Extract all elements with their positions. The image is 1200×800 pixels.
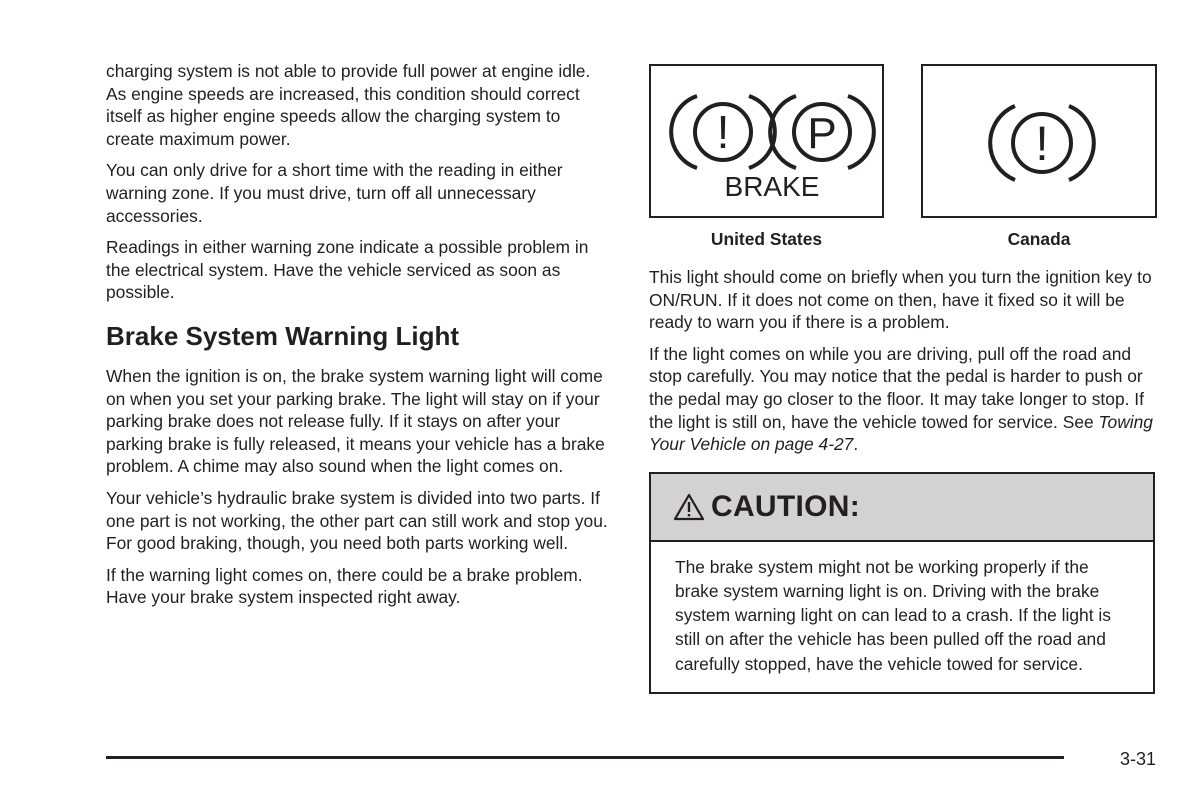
towing-page-reference: Towing Your Vehicle on page 4-27 — [649, 411, 1153, 455]
figure-united-states — [649, 64, 884, 250]
brake-word-text: BRAKE — [724, 171, 820, 202]
warning-triangle-icon — [673, 493, 705, 521]
exclamation-mark-text: ! — [716, 106, 730, 158]
paragraph-hydraulic-system: Your vehicle’s hydraulic brake system is divided into two parts. If one part is not working, the other part can still work and stop you. For good braking, though, you need both parts working well. — [106, 487, 608, 554]
caution-title: CAUTION: — [711, 489, 861, 523]
paragraph-warning-light-inspect: If the warning light comes on, there could be a brake problem. Have your brake system inspected right away. — [106, 564, 583, 608]
warning-light-figures — [649, 64, 1157, 250]
paragraph-light-while-driving — [649, 343, 1157, 456]
figure-canada — [921, 64, 1157, 250]
brake-warning-exclamation-icon — [921, 64, 1157, 218]
caution-box — [649, 472, 1155, 694]
brake-warning-exclamation-park-icon — [649, 64, 884, 218]
footer-rule — [106, 756, 1064, 759]
right-column — [649, 64, 1157, 694]
figure-label-canada: Canada — [1007, 229, 1071, 249]
paragraph-end-period: . — [853, 434, 859, 455]
page-number: 3-31 — [1119, 749, 1156, 769]
caution-body: The brake system might not be working properly if the brake system warning light is on. Driving with the brake system warning light on can lead to a crash. If the light is still on after the vehicle has been pulled off the road and carefully stopped, have the vehicle towed for service. — [675, 556, 1111, 674]
paragraph-electrical-problem: Readings in either warning zone indicate a possible problem in the electrical system. Have the vehicle serviced as soon as possible. — [106, 237, 589, 303]
right-text-block — [649, 266, 1157, 456]
paragraph-ignition-brake-light: When the ignition is on, the brake system warning light will come on when you set your parking brake. The light will stay on if your parking brake does not release fully. If it stays on after your parking brake is fully released, it means your vehicle has a brake problem. A chime may also sound when the light comes on. — [106, 365, 605, 477]
exclamation-mark-text: ! — [1035, 118, 1049, 171]
paragraph-light-while-driving-text: If the light comes on while you are driving, pull off the road and stop carefully. You may notice that the pedal is harder to push or the pedal may go closer to the floor. It may take longer to stop. If the light is still on, have the vehicle towed for service. See — [649, 343, 1144, 432]
caution-header — [651, 474, 1153, 542]
figure-label-united-states: United States — [710, 229, 823, 249]
park-letter-text: P — [807, 109, 837, 158]
section-heading-brake-warning-light: Brake System Warning Light — [106, 320, 459, 351]
paragraph-light-briefly-on: This light should come on briefly when you turn the ignition key to ON/RUN. If it does not come on then, have it fixed so it will be ready to warn you if there is a problem. — [649, 267, 1152, 333]
paragraph-charging-system: charging system is not able to provide full power at engine idle. As engine speeds are increased, this condition should correct itself as higher engine speeds allow the charging system to create maximum power. — [106, 61, 591, 149]
left-column — [106, 60, 611, 618]
paragraph-warning-zone-drive: You can only drive for a short time with the reading in either warning zone. If you must drive, turn off all unnecessary accessories. — [106, 160, 563, 226]
